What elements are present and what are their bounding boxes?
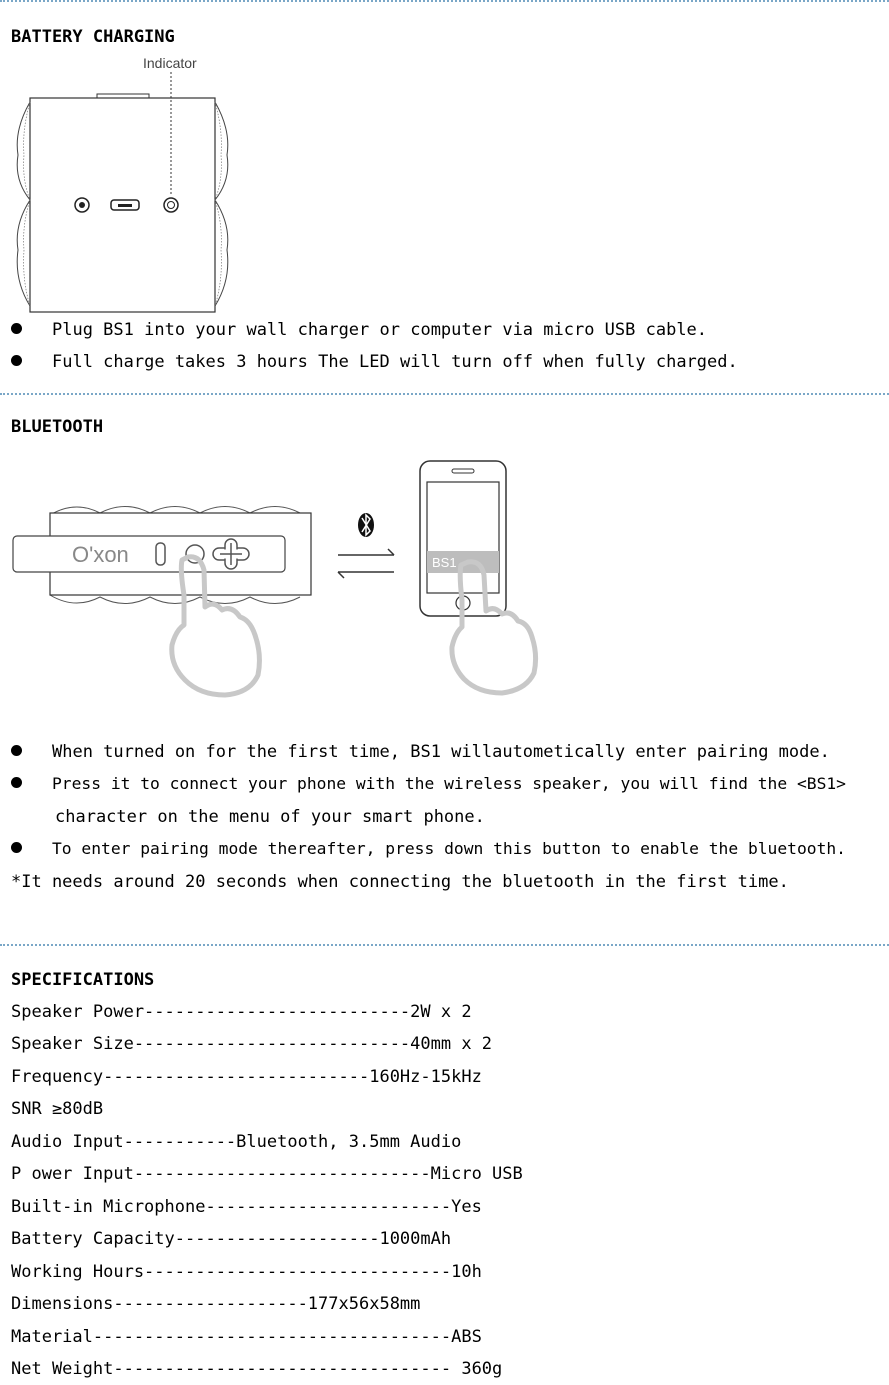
indicator-label: Indicator (143, 55, 197, 71)
bluetooth-bullet-2 (11, 768, 846, 800)
bluetooth-bullet-2-continued: character on the menu of your smart phone. (55, 807, 485, 827)
exchange-arrows-icon (338, 549, 394, 578)
bluetooth-bullet-2-text: Press it to connect your phone with the wireless speaker, you will find the <BS1> (52, 774, 846, 793)
bluetooth-bullet-3 (11, 833, 846, 865)
bullet-dot (11, 777, 22, 788)
spec-row-power-input: P ower Input-----------------------------Micro USB (11, 1164, 523, 1184)
bluetooth-bullet-1 (11, 736, 830, 768)
bullet-dot (11, 355, 22, 366)
spec-row-battery-capacity: Battery Capacity--------------------1000mAh (11, 1229, 452, 1249)
battery-bullet-1 (11, 314, 707, 346)
spec-row-audio-input: Audio Input-----------Bluetooth, 3.5mm Audio (11, 1132, 462, 1152)
divider-top (0, 0, 889, 2)
spec-row-microphone: Built-in Microphone------------------------Yes (11, 1197, 482, 1217)
battery-bullet-2 (11, 346, 738, 378)
divider-battery-bluetooth (0, 393, 889, 395)
bullet-dot (11, 842, 22, 853)
bluetooth-heading: BLUETOOTH (11, 417, 104, 437)
spec-row-material: Material-----------------------------------ABS (11, 1327, 482, 1347)
spec-row-dimensions: Dimensions-------------------177x56x58mm (11, 1294, 421, 1314)
brand-label: O'xon (72, 542, 129, 567)
bullet-dot (11, 323, 22, 334)
phone-bs1-label: BS1 (432, 555, 457, 570)
divider-bluetooth-specs (0, 944, 889, 946)
spec-row-frequency: Frequency--------------------------160Hz-15kHz (11, 1067, 482, 1087)
spec-row-net-weight: Net Weight--------------------------------- 360g (11, 1359, 503, 1379)
battery-charging-heading: BATTERY CHARGING (11, 27, 175, 47)
battery-bullet-1-text: Plug BS1 into your wall charger or computer via micro USB cable. (52, 320, 708, 340)
bluetooth-bullet-1-text: When turned on for the first time, BS1 willautometically enter pairing mode. (52, 742, 830, 762)
spec-row-speaker-size: Speaker Size---------------------------40mm x 2 (11, 1034, 493, 1054)
specifications-heading: SPECIFICATIONS (11, 970, 155, 990)
bluetooth-bullet-3-text: To enter pairing mode thereafter, press down this button to enable the bluetooth. (52, 839, 846, 858)
spec-row-working-hours: Working Hours------------------------------10h (11, 1262, 482, 1282)
bluetooth-note: *It needs around 20 seconds when connecting the bluetooth in the first time. (11, 872, 789, 892)
spec-row-speaker-power: Speaker Power--------------------------2W x 2 (11, 1002, 472, 1022)
spec-row-snr: SNR ≥80dB (11, 1099, 104, 1119)
battery-bullet-2-text: Full charge takes 3 hours The LED will turn off when fully charged. (52, 352, 738, 372)
battery-charging-diagram (0, 50, 240, 315)
bluetooth-icon (358, 513, 374, 537)
bullet-dot (11, 745, 22, 756)
bluetooth-pairing-diagram (0, 455, 560, 725)
